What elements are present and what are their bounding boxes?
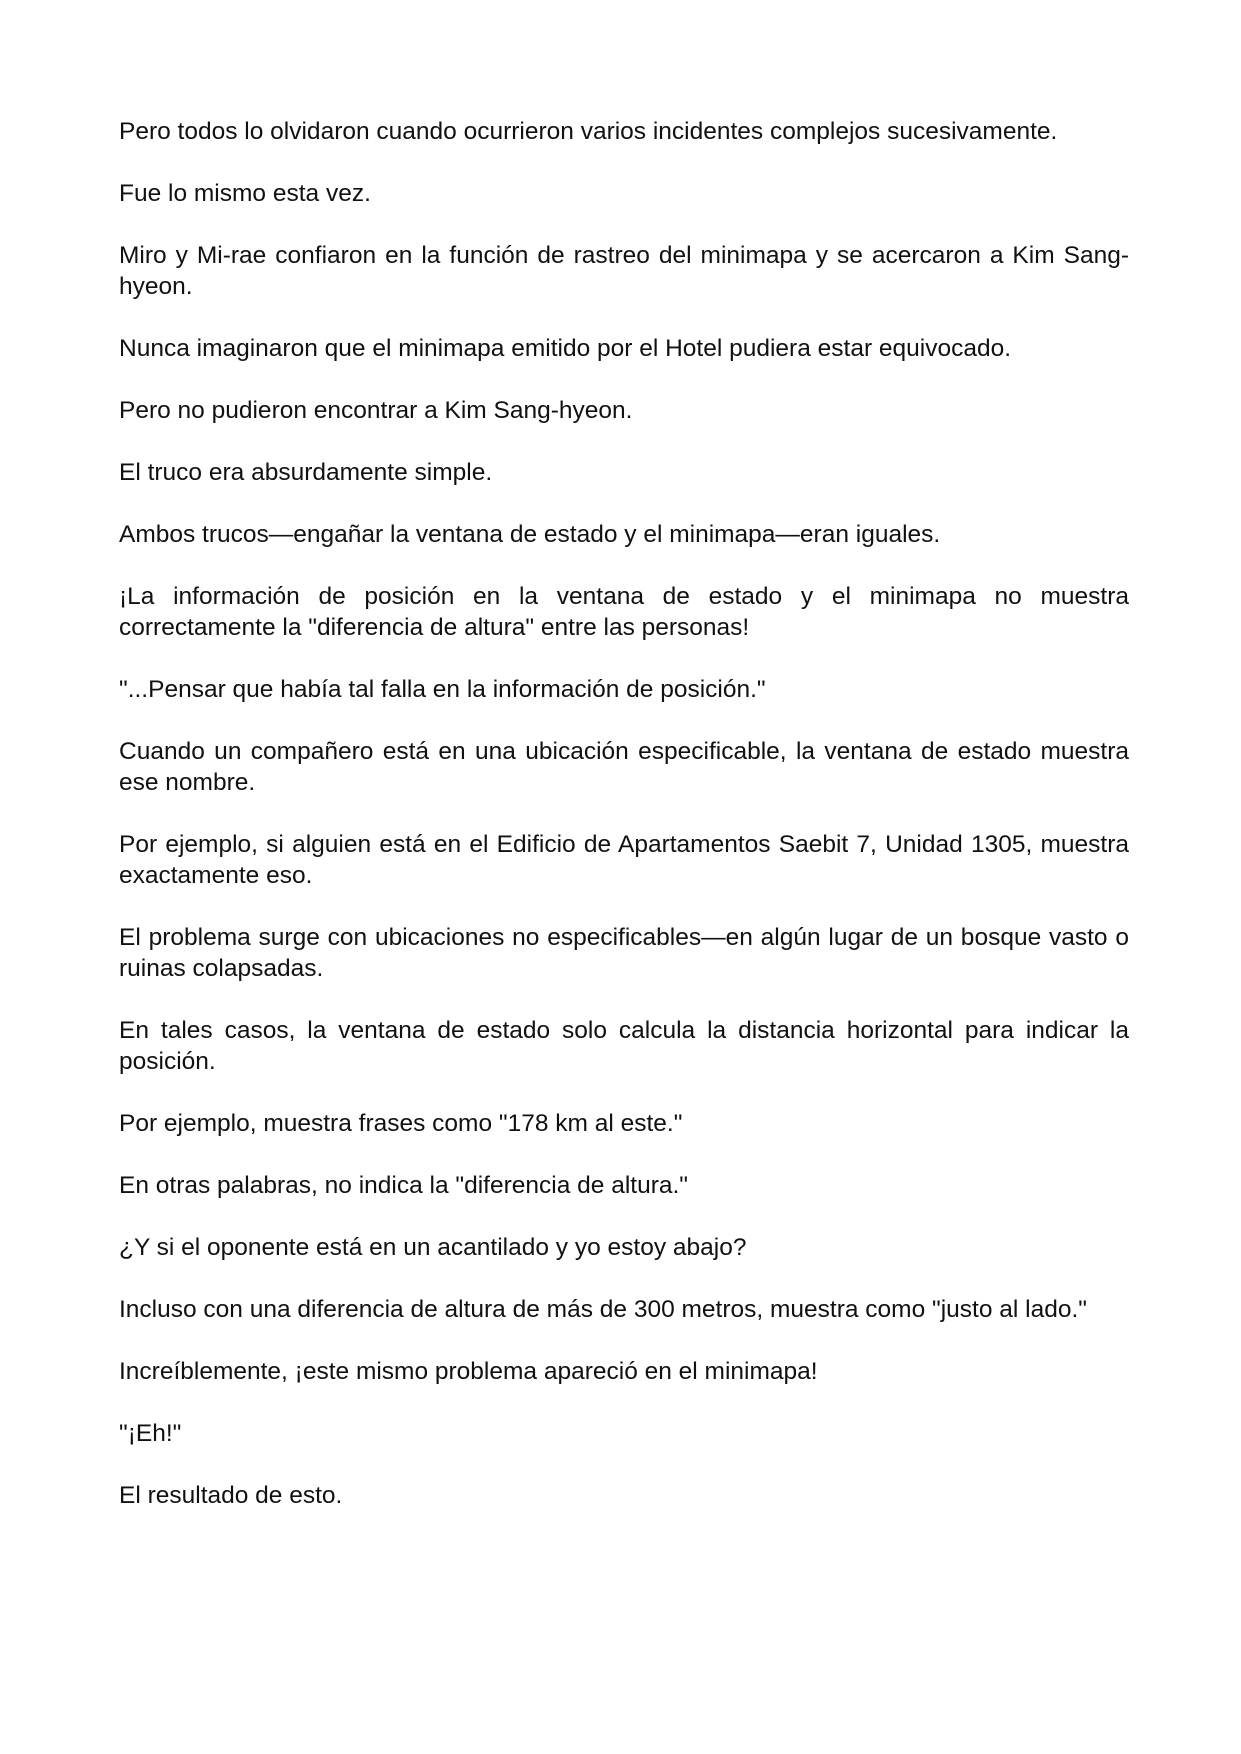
paragraph: Pero no pudieron encontrar a Kim Sang-hyeon.: [119, 397, 633, 424]
paragraph: Miro y Mi-rae confiaron en la función de rastreo del minimapa y se acercaron a Kim Sang-hyeon.: [119, 242, 1129, 300]
paragraph: ¡La información de posición en la ventana de estado y el minimapa no muestra correctamente la "diferencia de altura" entre las personas!: [119, 583, 1129, 641]
paragraph: El resultado de esto.: [119, 1482, 343, 1509]
paragraph: Fue lo mismo esta vez.: [119, 180, 371, 207]
paragraph: Increíblemente, ¡este mismo problema apareció en el minimapa!: [119, 1358, 818, 1385]
paragraph: Ambos trucos—engañar la ventana de estado y el minimapa—eran iguales.: [119, 521, 941, 548]
document-body: [119, 116, 1129, 1542]
paragraph: Por ejemplo, si alguien está en el Edificio de Apartamentos Saebit 7, Unidad 1305, muestra exactamente eso.: [119, 831, 1129, 889]
paragraph: En tales casos, la ventana de estado solo calcula la distancia horizontal para indicar la posición.: [119, 1017, 1129, 1075]
paragraph: "¡Eh!": [119, 1420, 182, 1447]
paragraph: En otras palabras, no indica la "diferencia de altura.": [119, 1172, 688, 1199]
paragraph: ¿Y si el oponente está en un acantilado y yo estoy abajo?: [119, 1234, 747, 1261]
paragraph: Incluso con una diferencia de altura de más de 300 metros, muestra como "justo al lado.": [119, 1296, 1087, 1323]
paragraph: Nunca imaginaron que el minimapa emitido por el Hotel pudiera estar equivocado.: [119, 335, 1012, 362]
paragraph: El problema surge con ubicaciones no especificables—en algún lugar de un bosque vasto o ruinas colapsadas.: [119, 924, 1129, 982]
paragraph: "...Pensar que había tal falla en la información de posición.": [119, 676, 766, 703]
paragraph: Cuando un compañero está en una ubicación especificable, la ventana de estado muestra ese nombre.: [119, 738, 1129, 796]
paragraph: Pero todos lo olvidaron cuando ocurrieron varios incidentes complejos sucesivamente.: [119, 118, 1058, 145]
paragraph: Por ejemplo, muestra frases como "178 km al este.": [119, 1110, 683, 1137]
paragraph: El truco era absurdamente simple.: [119, 459, 493, 486]
